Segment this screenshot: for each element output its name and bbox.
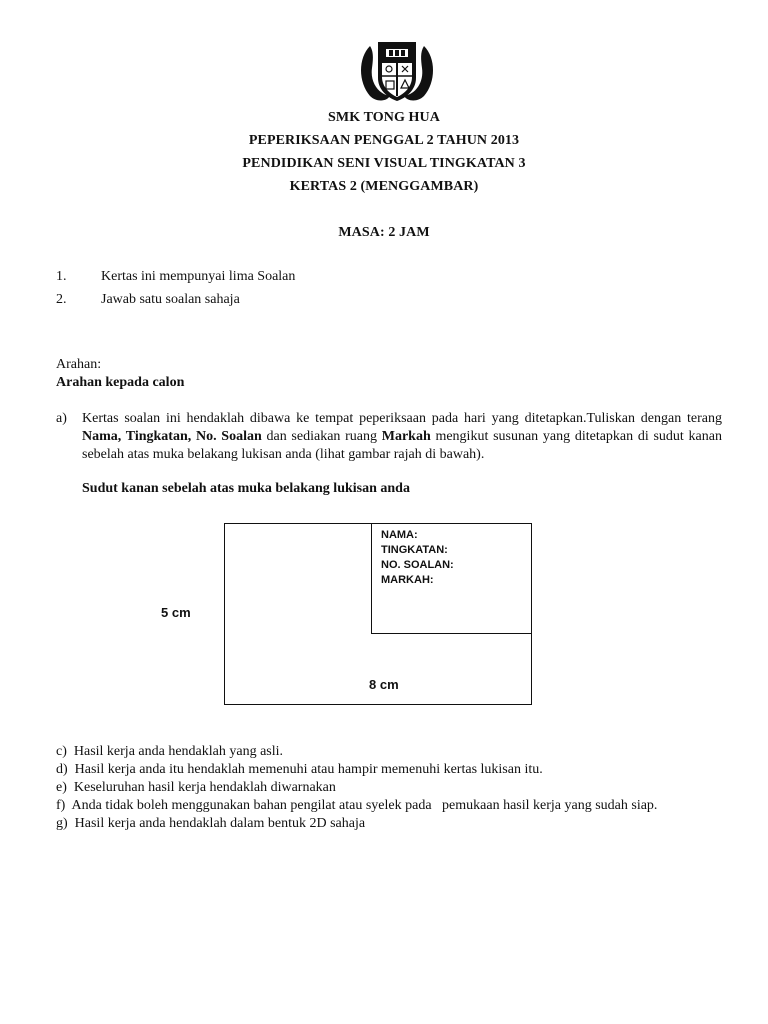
field-markah: MARKAH: — [381, 574, 434, 586]
arahan-label: Arahan: — [56, 357, 102, 372]
paper-title: KERTAS 2 (MENGGAMBAR) — [289, 179, 479, 194]
height-dimension-label: 5 cm — [161, 605, 191, 620]
item-a-text: Kertas soalan ini hendaklah dibawa ke tempat peperiksaan pada hari yang ditetapkan.Tuliskan dengan terang — [82, 411, 722, 426]
arahan-heading: Arahan kepada calon — [56, 375, 185, 390]
rule-item-f: f) Anda tidak boleh menggunakan bahan pengilat atau syelek pada pemukaan hasil kerja yang sudah siap. — [56, 798, 658, 813]
width-dimension-label: 8 cm — [369, 677, 399, 692]
rule-item-g: g) Hasil kerja anda hendaklah dalam bentuk 2D sahaja — [56, 816, 366, 831]
rule-item-c: c) Hasil kerja anda hendaklah yang asli. — [56, 744, 284, 759]
subject-title: PENDIDIKAN SENI VISUAL TINGKATAN 3 — [242, 156, 526, 171]
rule-item-e: e) Keseluruhan hasil kerja hendaklah diwarnakan — [56, 780, 336, 795]
item-marker: a) — [56, 411, 67, 426]
exam-duration: MASA: 2 JAM — [338, 225, 430, 240]
rule-item-d: d) Hasil kerja anda itu hendaklah memenuhi atau hampir memenuhi kertas lukisan itu. — [56, 762, 543, 777]
field-no-soalan: NO. SOALAN: — [381, 559, 454, 571]
field-nama: NAMA: — [381, 529, 418, 541]
instruction-number: 2. — [56, 292, 67, 307]
instruction-item-a — [56, 410, 722, 464]
instruction-text: Jawab satu soalan sahaja — [101, 292, 240, 307]
item-a-bold-fields: Nama, Tingkatan, No. Soalan — [82, 429, 262, 444]
school-crest-logo — [356, 38, 438, 104]
school-name: SMK TONG HUA — [328, 110, 440, 125]
item-a-bold-markah: Markah — [381, 429, 431, 444]
instruction-number: 1. — [56, 269, 67, 284]
diagram-caption: Sudut kanan sebelah atas muka belakang lukisan anda — [82, 481, 410, 496]
item-a-text: mengikut susunan yang ditetapkan di sudut kanan sebelah atas muka belakang lukisan anda (lihat gambar rajah di bawah). — [82, 429, 722, 462]
instruction-text: Kertas ini mempunyai lima Soalan — [101, 269, 296, 284]
item-a-text: dan sediakan ruang — [261, 429, 382, 444]
item-a-body — [82, 410, 722, 464]
exam-title: PEPERIKSAAN PENGGAL 2 TAHUN 2013 — [248, 133, 520, 148]
field-tingkatan: TINGKATAN: — [381, 544, 448, 556]
